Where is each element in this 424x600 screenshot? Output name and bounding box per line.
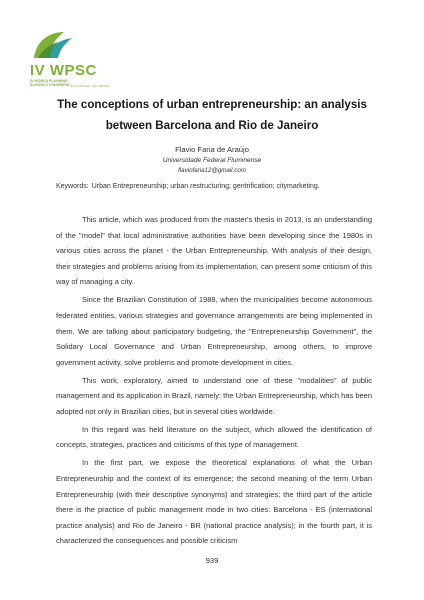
keywords-label: Keywords: [56, 183, 89, 190]
author-email: flaviofaria12@gmail.com [178, 167, 246, 174]
paragraph: In this regard was held literature on the subject, which allowed the identification of concepts, strategies, practices and criticisms of this type of management. [56, 424, 372, 450]
author-name: Flavio Faria de Araújo [175, 145, 249, 154]
logo-subtitle: IV WORLD PLANNING SCHOOLS CONGRESS [30, 79, 70, 88]
keywords [56, 182, 386, 192]
paragraph: This work, exploratory, aimed to understand one of these "modalities" of public management and its application in Brazil, namely: the Urban Entrepreneurship, which has been adopted not only in Brazilian cities, but in several cities worldwide. [56, 375, 373, 416]
body-text [56, 212, 372, 551]
paragraph: This article, which was produced from the master's thesis in 2013, is an understanding of the "model" that local administrative authorities have been developing since the 1980s in various cities across the planet - the Urban Entrepreneurship. With analysis of their design, their strategies and problems arising from its implementation, can present some criticism of this way of managing a city. [56, 215, 372, 287]
paper-title: The conceptions of urban entrepreneurship: an analysis between Barcelona and Rio de Janeiro [57, 98, 367, 132]
paragraph: In the first part, we expose the theoretical explanations of what the Urban Entrepreneurship and the context of its emergence; the second meaning of the term Urban Entrepreneurship (with their descriptive synonyms) and strategies; the third part of the article there is the practice of public management mode in two cities: Barcelona - ES (international practice analysis) and Rio de Janeiro - BR (national practice analysis); in the fourth part, it is characterized the consequences and possible criticism [56, 458, 372, 546]
keywords-text: Urban Entrepreneurship; urban restructuring; gentrification; citymarketing. [91, 183, 320, 190]
logo-title: IV WPSC [30, 62, 97, 79]
author-block [0, 143, 424, 176]
author-affiliation: Universidade Federal Fluminense [162, 157, 262, 164]
conference-logo [30, 28, 140, 88]
paragraph: Since the Brazilian Constitution of 1988, when the municipalities become autonomous federated entities, various strategies and governance arrangements are being implemented in them. We are talking about participatory budgeting, the "Entrepreneurship Government", the Solidary Local Governance and Urban Entrepreneurship, among others, to improve government activity, solve problems and promote development in cities. [56, 295, 372, 367]
logo-tagline: JULY 4-8 2016 · RIO, BRAZIL [70, 84, 110, 88]
leaf-swirl-icon [30, 28, 76, 62]
page-number: 939 [205, 556, 219, 565]
